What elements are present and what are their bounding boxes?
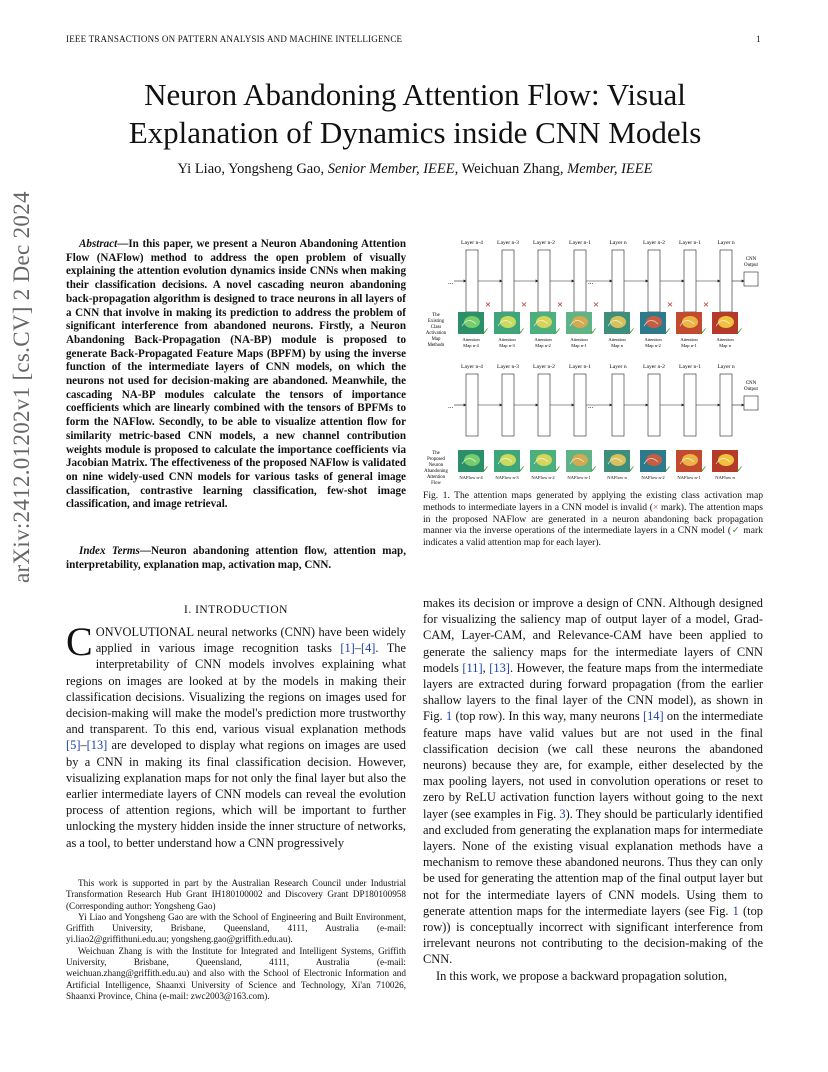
layer-block <box>612 374 624 436</box>
running-header: IEEE TRANSACTIONS ON PATTERN ANALYSIS AND MACHINE INTELLIGENCE <box>66 34 403 44</box>
method-label: Class <box>430 325 442 330</box>
intro-text: – <box>80 738 87 753</box>
ellipsis: ... <box>448 402 454 410</box>
layer-block <box>684 374 696 436</box>
ellipsis: ... <box>448 278 454 286</box>
layer-label: Layer n-2 <box>643 364 665 370</box>
cnn-output-block <box>744 272 758 286</box>
citation-link[interactable]: [11] <box>462 660 483 675</box>
cnn-output-block <box>744 396 758 410</box>
author-1-role: Senior Member, IEEE <box>327 161 455 177</box>
attention-map-hotspot <box>718 454 734 466</box>
attention-map-hotspot <box>682 454 698 466</box>
check-mark-icon: ✓ <box>482 326 490 336</box>
map-label: Attention <box>462 337 480 342</box>
citation-link[interactable]: [5] <box>66 738 81 753</box>
attention-map-hotspot <box>500 454 516 466</box>
layer-label: Layer n-2 <box>533 240 555 246</box>
check-mark-icon: ✓ <box>700 464 708 474</box>
layer-block <box>612 250 624 312</box>
check-mark-icon: ✓ <box>736 326 744 336</box>
x-mark-icon: × <box>592 299 600 311</box>
map-label: NAFlow n-2 <box>531 475 555 480</box>
map-label: NAFlow n-3 <box>495 475 519 480</box>
map-label: Map n-3 <box>499 343 515 348</box>
check-mark-icon: ✓ <box>518 464 526 474</box>
map-label: NAFlow n-4 <box>459 475 483 480</box>
figure-link[interactable]: 1 <box>732 903 739 918</box>
method-label: The <box>432 451 440 456</box>
map-label: Attention <box>534 337 552 342</box>
method-label: Existing <box>428 319 444 324</box>
map-label: Attention <box>680 337 698 342</box>
check-mark-icon: ✓ <box>664 326 672 336</box>
layer-label: Layer n-3 <box>497 240 519 246</box>
method-label: Activation <box>425 331 447 336</box>
layer-block <box>574 374 586 436</box>
check-mark-icon: ✓ <box>664 464 672 474</box>
map-label: Map n-4 <box>463 343 479 348</box>
paragraph <box>423 595 763 968</box>
layer-label: Layer n-3 <box>497 364 519 370</box>
map-label: Attention <box>716 337 734 342</box>
map-label: Attention <box>644 337 662 342</box>
abstract <box>66 238 406 512</box>
map-label: Map n-2 <box>535 343 551 348</box>
para-text: (top row). In this way, many neurons <box>452 709 643 724</box>
map-label: Map n-2 <box>645 343 661 348</box>
method-label: Proposed <box>427 457 445 462</box>
layer-label: Layer n-4 <box>461 364 483 370</box>
layer-block <box>648 374 660 436</box>
footnotes <box>66 878 406 1002</box>
layer-block <box>720 250 732 312</box>
x-mark-icon: × <box>652 501 659 513</box>
citation-link[interactable]: [14] <box>642 709 664 724</box>
drop-cap: C <box>66 619 93 664</box>
citation-link[interactable]: [13] <box>86 738 108 753</box>
x-mark-icon: × <box>702 299 710 311</box>
map-label: Map n <box>611 343 623 348</box>
layer-block <box>574 250 586 312</box>
method-label: Flow <box>431 481 441 486</box>
layer-block <box>720 374 732 436</box>
para-text: makes its decision or improve a design of CNN. Although designed for visualizing the saliency map of output layer of a model, Grad-CAM, Layer-CAM, and Relevance-CAM have been applied to generate the saliency maps for the intermediate layers of CNN models <box>423 596 763 675</box>
figure-1-diagram <box>424 234 764 486</box>
para-text: on the intermediate feature maps have valid values but are not used in the final classification decision (we call these neurons the abandoned neurons) because they are, for example, either deselected by the max pooling layers, not used in convolution operations or reset to zero by ReLU activation function layers without going to the next layer (see examples in Fig. <box>423 709 763 821</box>
layer-label: Layer n <box>717 240 735 246</box>
abstract-label: Abstract <box>79 238 118 250</box>
layer-block <box>684 250 696 312</box>
check-mark-icon: ✓ <box>518 326 526 336</box>
attention-map-hotspot <box>572 316 588 328</box>
layer-label: Layer n-2 <box>533 364 555 370</box>
attention-map-hotspot <box>464 454 480 466</box>
para-text: , <box>482 660 490 675</box>
check-mark-icon: ✓ <box>731 525 741 537</box>
layer-block <box>466 250 478 312</box>
title-line-1: Neuron Abandoning Attention Flow: Visual <box>144 77 686 112</box>
map-label: NAFlow n <box>607 475 627 480</box>
check-mark-icon: ✓ <box>590 464 598 474</box>
map-label: Attention <box>570 337 588 342</box>
check-mark-icon: ✓ <box>628 464 636 474</box>
intro-text: ONVOLUTIONAL neural networks (CNN) have been widely applied in various image recognition tasks <box>95 625 406 656</box>
attention-map-hotspot <box>718 316 734 328</box>
footnote: Yi Liao and Yongsheng Gao are with the School of Engineering and Built Environment, Griffith University, Brisbane, Queensland, 4111, Australia (e-mail: yi.liao2@griffithuni.edu.au; yongsheng.gao@griffith.edu.au). <box>66 911 406 945</box>
map-label: Attention <box>498 337 516 342</box>
cnn-output-label: Output <box>744 263 758 268</box>
layer-label: Layer n <box>609 240 627 246</box>
index-terms-label: Index Terms <box>79 545 140 557</box>
paragraph: In this work, we propose a backward propagation solution, <box>436 968 728 983</box>
layer-label: Layer n <box>717 364 735 370</box>
layer-block <box>502 374 514 436</box>
footnote: Weichuan Zhang is with the Institute for Integrated and Intelligent Systems, Griffith University, Brisbane, Queensland, 4111, Australia (e-mail: weichuan.zhang@griffith.edu.au) and also with the School of Electronic Information and Artificial Intelligence, Shaanxi University of Science and Technology, Xi'an 710026, Shaanxi Province, China (e-mail: zwc2003@163.com). <box>66 945 406 1001</box>
x-mark-icon: × <box>556 299 564 311</box>
page-number: 1 <box>756 34 761 44</box>
citation-link[interactable]: [4] <box>360 641 376 656</box>
map-label: NAFlow n-1 <box>567 475 591 480</box>
para-text: . However, the feature maps from the intermediate layers are extracted during forward propagation (from the earlier shallow layers to the final layer of the CNN model), as shown in Fig. <box>423 660 764 724</box>
layer-block <box>466 374 478 436</box>
check-mark-icon: ✓ <box>590 326 598 336</box>
x-mark-icon: × <box>666 299 674 311</box>
layer-block <box>648 250 660 312</box>
title-line-2: Explanation of Dynamics inside CNN Models <box>128 115 702 150</box>
intro-text: – <box>354 641 361 656</box>
intro-text: are developed to display what regions on images are used by a CNN in making its final classification decision. However, visualizing explanation maps for not only the final layer but also the earlier intermediate layers of CNN models can reveal the evolution process of attention regions, which will be important to further unlocking the mystery hidden inside the inner structure of networks, as a tool, to better understand how a CNN progressively <box>66 738 406 850</box>
index-terms <box>66 545 406 572</box>
paper-title <box>60 76 770 152</box>
layer-block <box>538 250 550 312</box>
author-2: , Weichuan Zhang, <box>454 161 568 177</box>
figure-caption <box>423 490 763 549</box>
layer-label: Layer n-4 <box>461 240 483 246</box>
para-text: ). They should be particularly identified and excluded from generating the explanation maps for intermediate layers. None of the existing visual explanation methods have a mechanism to remove these abandoned neurons. Thus they can only be used for generating the attention map of the final output layer but not for the intermediate layers of CNN models. Using them to generate attention maps for the intermediate layers (see Fig. <box>423 806 763 918</box>
caption-text: mark indicates a valid attention map for each layer). <box>423 525 763 549</box>
method-label: Neuron <box>428 463 444 468</box>
author-2-role: Member, IEEE <box>567 161 653 177</box>
attention-map-hotspot <box>464 316 480 328</box>
attention-map-hotspot <box>682 316 698 328</box>
x-mark-icon: × <box>484 299 492 311</box>
cnn-output-label: CNN <box>745 257 757 262</box>
check-mark-icon: ✓ <box>482 464 490 474</box>
method-label: Abandoning <box>424 469 448 474</box>
right-column-text <box>423 595 763 984</box>
attention-map-hotspot <box>610 454 626 466</box>
attention-map-hotspot <box>572 454 588 466</box>
layer-label: Layer n-1 <box>569 240 591 246</box>
arxiv-watermark: arXiv:2412.01202v1 [cs.CV] 2 Dec 2024 <box>9 191 34 583</box>
caption-text: Fig. 1. The attention maps generated by applying the existing class activation map methods to intermediate layers in a CNN model is invalid ( <box>423 490 763 513</box>
map-label: NAFlow n-2 <box>641 475 665 480</box>
layer-label: Layer n-1 <box>569 364 591 370</box>
ellipsis: ... <box>588 402 594 410</box>
attention-map-hotspot <box>646 454 662 466</box>
map-label: Map n-1 <box>571 343 587 348</box>
ellipsis: ... <box>588 278 594 286</box>
caption-text: mark). The attention maps in the proposed NAFlow are generated in a neuron abandoning back propagation manner via the inverse operations of the intermediate layers in a CNN model ( <box>423 501 763 537</box>
map-label: Map n <box>719 343 731 348</box>
figure-link[interactable]: 3 <box>559 806 566 821</box>
attention-map-hotspot <box>500 316 516 328</box>
attention-map-hotspot <box>536 316 552 328</box>
attention-map-hotspot <box>536 454 552 466</box>
citation-link[interactable]: [1] <box>340 641 355 656</box>
citation-link[interactable]: [13] <box>489 660 510 675</box>
check-mark-icon: ✓ <box>554 464 562 474</box>
map-label: Map n-1 <box>681 343 697 348</box>
method-label: Methods <box>427 343 445 348</box>
method-label: The <box>432 313 440 318</box>
cnn-output-label: Output <box>744 387 758 392</box>
layer-label: Layer n-2 <box>643 240 665 246</box>
author-list <box>60 161 770 178</box>
abstract-text: —In this paper, we present a Neuron Abandoning Attention Flow (NAFlow) method to address the open problem of visually explaining the attention evolution dynamics inside CNNs when making their classification decisions. A novel cascading neuron abandoning back-propagation algorithm is designed to trace neurons in all layers of a CNN that involve in making its prediction to address the problem of significant interference from abandoned neurons. Firstly, a Neuron Abandoning Back-Propagation (NA-BP) module is proposed to generate Back-Propagated Feature Maps (BPFM) by using the inverse function of the intermediate layers of CNN models, on which the neurons not used for decision-making are abandoned. Meanwhile, the cascading NA-BP modules calculate the tensors of importance coefficients which are linearly combined with the tensors of BPFMs to form the NAFlow. Secondly, to be able to visualize attention flow for similarity metric-based CNN models, a new channel contribution weights module is proposed to calculate the importance coefficients via Jacobian Matrix. The effectiveness of the proposed NAFlow is validated on nine widely-used CNN models for various tasks of general image classification, contrastive learning classification, few-shot image classification, and image retrieval. <box>66 238 406 511</box>
x-mark-icon: × <box>520 299 528 311</box>
layer-label: Layer n-1 <box>679 240 701 246</box>
intro-paragraph <box>66 619 406 851</box>
map-label: NAFlow n <box>715 475 735 480</box>
layer-label: Layer n-1 <box>679 364 701 370</box>
index-terms-text: —Neuron abandoning attention flow, attention map, interpretability, explanation map, activation map, CNN. <box>66 545 406 571</box>
figure-link[interactable]: 1 <box>445 709 453 724</box>
attention-map-hotspot <box>646 316 662 328</box>
map-label: Attention <box>608 337 626 342</box>
intro-text: . The interpretability of CNN models involves explaining what regions on images are looked at by the models in making their classification decisions. Visualizing the regions on images used for decision-making will make the model's prediction more trustworthy and transparent. To this end, various visual explanation methods <box>66 641 406 737</box>
author-1: Yi Liao, Yongsheng Gao, <box>177 161 328 177</box>
check-mark-icon: ✓ <box>628 326 636 336</box>
para-text: (top row)) is conceptually incorrect with significant interference from irrelevant neurons not contributing to the decision-making of the CNN. <box>423 903 764 967</box>
footnote: This work is supported in part by the Australian Research Council under Industrial Transformation Research Hub Grant IH180100002 and Discovery Grant DP180100958 (Corresponding author: Yongsheng Gao) <box>66 878 406 911</box>
cnn-output-label: CNN <box>745 381 757 386</box>
attention-map-hotspot <box>610 316 626 328</box>
method-label: Map <box>431 337 441 342</box>
layer-block <box>538 374 550 436</box>
check-mark-icon: ✓ <box>736 464 744 474</box>
check-mark-icon: ✓ <box>554 326 562 336</box>
check-mark-icon: ✓ <box>700 326 708 336</box>
map-label: NAFlow n-1 <box>677 475 701 480</box>
section-heading: I. INTRODUCTION <box>184 604 288 616</box>
layer-block <box>502 250 514 312</box>
layer-label: Layer n <box>609 364 627 370</box>
method-label: Attention <box>426 475 446 480</box>
